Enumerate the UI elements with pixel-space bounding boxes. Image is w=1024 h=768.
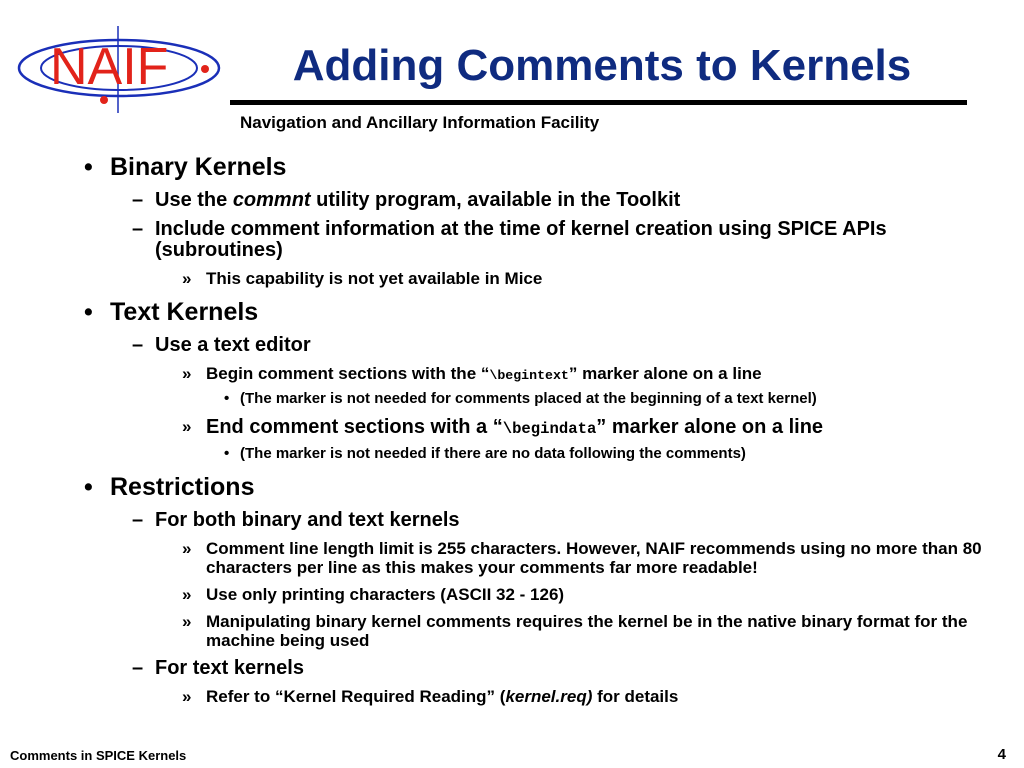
text-fragment: utility program, available in the Toolkit xyxy=(310,189,681,211)
text-fragment: ” marker alone on a line xyxy=(596,416,824,438)
list-item-binary-kernels xyxy=(84,153,984,182)
list-item-line-length xyxy=(182,539,984,577)
begintext-note-text: (The marker is not needed for comments placed at the beginning of a text kernel) xyxy=(240,390,817,407)
heading-restrictions: Restrictions xyxy=(110,473,255,501)
list-item-begintext xyxy=(182,364,984,385)
list-item-text-kernels xyxy=(84,298,984,327)
title-rule xyxy=(230,100,967,105)
text-fragment: for details xyxy=(592,687,679,706)
list-item-required-reading xyxy=(182,687,984,706)
list-item-printing-chars xyxy=(182,585,984,604)
text-fragment: End comment sections with a “ xyxy=(206,416,503,438)
begindata-marker-code: \begindata xyxy=(502,420,597,438)
page-number: 4 xyxy=(997,746,1006,763)
text-kernels-only-text: For text kernels xyxy=(155,657,304,679)
footer-title: Comments in SPICE Kernels xyxy=(10,748,187,763)
heading-text-kernels: Text Kernels xyxy=(110,298,259,326)
logo-dot-right xyxy=(201,65,209,73)
heading-binary-kernels: Binary Kernels xyxy=(110,153,287,181)
text-fragment: ” marker alone on a line xyxy=(568,364,762,383)
text-fragment: Use the xyxy=(155,189,233,211)
bullet-marker: • xyxy=(84,153,93,181)
slide-body xyxy=(84,147,984,706)
list-item-both-kernels xyxy=(132,510,984,531)
list-item-mice-note xyxy=(182,269,984,288)
logo-lettering: NAIF xyxy=(50,38,169,96)
kernel-req-filename: kernel.req) xyxy=(505,687,593,706)
page-subtitle: Navigation and Ancillary Information Facility xyxy=(240,113,600,132)
dash-marker: – xyxy=(132,509,144,531)
raquo-marker: » xyxy=(182,687,192,706)
raquo-marker: » xyxy=(182,269,192,288)
binary-format-text: Manipulating binary kernel comments requires the kernel be in the native binary format for the machine being used xyxy=(206,612,968,650)
dash-marker: – xyxy=(132,218,144,240)
dash-marker: – xyxy=(132,334,144,356)
list-item-binary-format xyxy=(182,612,984,650)
dash-marker: – xyxy=(132,189,144,211)
list-item-spice-apis xyxy=(132,219,984,261)
text-editor-text: Use a text editor xyxy=(155,334,311,356)
raquo-marker: » xyxy=(182,585,192,604)
mice-note-text: This capability is not yet available in Mice xyxy=(206,269,543,288)
bullet-marker: • xyxy=(224,390,230,407)
list-item-text-kernels-only xyxy=(132,658,984,679)
bullet-marker: • xyxy=(84,298,93,326)
naif-logo xyxy=(14,18,224,118)
printing-chars-text: Use only printing characters (ASCII 32 - 126) xyxy=(206,585,565,604)
list-item-restrictions xyxy=(84,473,984,502)
begintext-marker-code: \begintext xyxy=(489,368,569,383)
page-title: Adding Comments to Kernels xyxy=(292,41,912,90)
list-item-commnt xyxy=(132,190,984,211)
commnt-program-name: commnt xyxy=(232,189,311,211)
spice-apis-text: Include comment information at the time of kernel creation using SPICE APIs (subroutines) xyxy=(155,218,887,261)
list-item-begintext-note xyxy=(224,390,984,408)
text-fragment: Begin comment sections with the “ xyxy=(206,364,490,383)
both-kernels-text: For both binary and text kernels xyxy=(155,509,460,531)
line-length-text: Comment line length limit is 255 characters. However, NAIF recommends using no more than 80 characters per line as this makes your comments far more readable! xyxy=(206,539,982,577)
raquo-marker: » xyxy=(182,612,192,631)
dash-marker: – xyxy=(132,657,144,679)
logo-dot-bottom xyxy=(100,96,108,104)
bullet-marker: • xyxy=(84,473,93,501)
raquo-marker: » xyxy=(182,364,192,383)
bullet-marker: • xyxy=(224,445,230,462)
list-item-begindata xyxy=(182,416,984,440)
raquo-marker: » xyxy=(182,417,192,436)
raquo-marker: » xyxy=(182,539,192,558)
list-item-begindata-note xyxy=(224,445,984,463)
list-item-text-editor xyxy=(132,335,984,356)
begindata-note-text: (The marker is not needed if there are no data following the comments) xyxy=(240,445,746,462)
text-fragment: Refer to “Kernel Required Reading” ( xyxy=(206,687,506,706)
